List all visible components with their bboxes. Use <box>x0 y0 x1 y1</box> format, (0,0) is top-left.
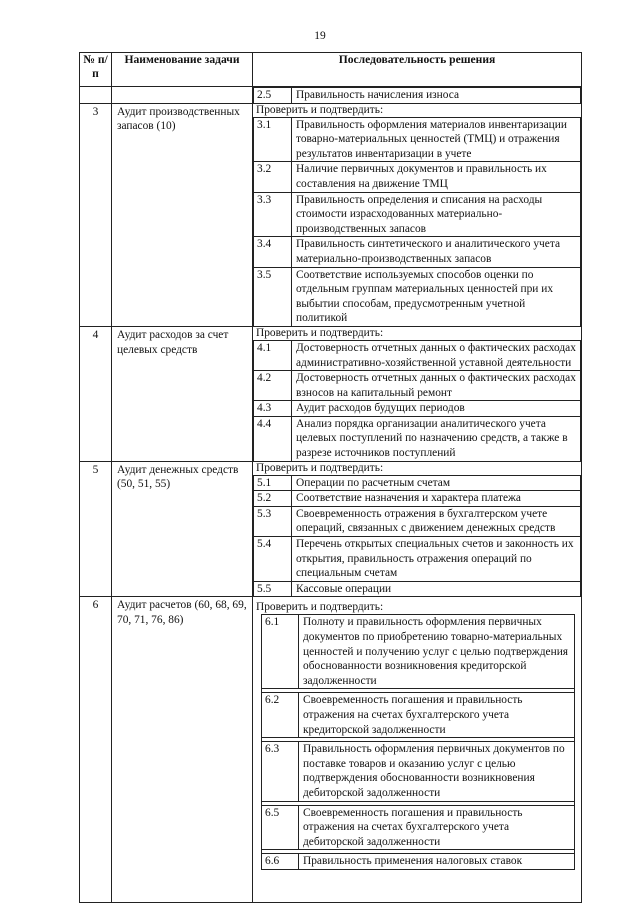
item-number: 3.2 <box>254 162 292 192</box>
subtask-row <box>262 805 575 850</box>
section-number: 4 <box>80 326 112 461</box>
section-lead: Проверить и подтвердить: <box>256 601 384 614</box>
item-text: Перечень открытых специальных счетов и законность их открытия, правильность отражения операций по специальным счетам <box>292 537 581 582</box>
item-number: 6.6 <box>262 854 299 870</box>
subtask-row <box>254 117 581 162</box>
item-text: Полноту и правильность оформления первичных документов по приобретению товарно-материальных ценностей и получению услуг с целью подтверждения обоснованности возникновения кредиторской задолженности <box>299 615 575 689</box>
item-number: 6.5 <box>262 805 299 850</box>
item-number: 4.3 <box>254 401 292 417</box>
item-text: Своевременность погашения и правильность отражения на счетах бухгалтерского учета кредиторской задолженности <box>299 693 575 738</box>
item-number: 6.1 <box>262 615 299 689</box>
item-text: Правильность начисления износа <box>292 88 581 103</box>
item-number: 3.5 <box>254 267 292 326</box>
item-text: Операции по расчетным счетам <box>292 475 581 491</box>
subtask-list <box>253 340 581 461</box>
subtask-row <box>254 537 581 582</box>
item-text: Достоверность отчетных данных о фактических расходах административно-хозяйственной уставной деятельности <box>292 340 581 370</box>
section-number: 3 <box>80 103 112 326</box>
subtask-list <box>261 614 575 870</box>
item-text: Правильность синтетического и аналитического учета материально-производственных запасов <box>292 237 581 267</box>
header-sequence: Последовательность решения <box>253 53 582 87</box>
item-text: Правильность применения налоговых ставок <box>299 854 575 870</box>
audit-tasks-table <box>79 52 582 903</box>
item-number: 5.5 <box>254 581 292 596</box>
subtask-row <box>254 491 581 507</box>
subtask-row <box>262 854 575 870</box>
item-text: Правильность оформления первичных документов по поставке товаров и оказанию услуг с целью подтверждения обоснованности возникновения дебиторской задолженности <box>299 742 575 801</box>
section-row-4 <box>80 326 582 461</box>
item-number: 5.3 <box>254 506 292 536</box>
subtask-list <box>253 475 581 597</box>
subtask-row <box>254 237 581 267</box>
header-num: № п/п <box>80 53 112 87</box>
section-row-6 <box>80 597 582 903</box>
item-text: Аудит расходов будущих периодов <box>292 401 581 417</box>
section-lead: Проверить и подтвердить: <box>256 326 384 339</box>
item-text: Своевременность погашения и правильность отражения на счетах бухгалтерского учета дебиторской задолженности <box>299 805 575 850</box>
item-number: 2.5 <box>254 88 292 103</box>
item-number: 4.1 <box>254 340 292 370</box>
item-text: Правильность определения и списания на расходы стоимости израсходованных материально-производственных запасов <box>292 192 581 237</box>
subtask-list <box>253 117 581 326</box>
subtask-row <box>262 693 575 738</box>
section-row-5 <box>80 461 582 597</box>
item-text: Наличие первичных документов и правильность их составления на движение ТМЦ <box>292 162 581 192</box>
item-number: 6.3 <box>262 742 299 801</box>
section-lead: Проверить и подтвердить: <box>256 461 384 474</box>
subtask-row <box>254 416 581 460</box>
page-number: 19 <box>314 30 326 42</box>
header-row <box>80 53 582 87</box>
subtask-row <box>254 581 581 596</box>
section-task: Аудит расчетов (60, 68, 69, 70, 71, 76, 86) <box>112 597 253 903</box>
section-lead: Проверить и подтвердить: <box>256 103 384 116</box>
item-text: Кассовые операции <box>292 581 581 596</box>
item-number: 5.1 <box>254 475 292 491</box>
item-text: Соответствие назначения и характера платежа <box>292 491 581 507</box>
item-text: Соответствие используемых способов оценки по отдельным группам материальных ценностей при их выбытии способам, предусмотренным учетной политикой <box>292 267 581 326</box>
subtask-row <box>254 162 581 192</box>
item-number: 4.2 <box>254 371 292 401</box>
prev-row <box>80 87 582 104</box>
item-text: Анализ порядка организации аналитического учета целевых поступлений по назначению средств, а также в разрезе источников поступлений <box>292 416 581 460</box>
item-number: 3.1 <box>254 117 292 162</box>
item-text: Своевременность отражения в бухгалтерском учете операций, связанных с движением денежных средств <box>292 506 581 536</box>
item-number: 3.3 <box>254 192 292 237</box>
subtask-row <box>254 475 581 491</box>
header-task: Наименование задачи <box>112 53 253 87</box>
item-number: 4.4 <box>254 416 292 460</box>
section-row-3 <box>80 103 582 326</box>
subtask-row <box>254 371 581 401</box>
section-task: Аудит денежных средств (50, 51, 55) <box>112 461 253 597</box>
subtask-row <box>262 615 575 689</box>
item-number: 6.2 <box>262 693 299 738</box>
subtask-row <box>254 267 581 326</box>
section-task: Аудит расходов за счет целевых средств <box>112 326 253 461</box>
item-text: Достоверность отчетных данных о фактических расходах взносов на капитальный ремонт <box>292 371 581 401</box>
subtask-row <box>254 401 581 417</box>
subtask-row <box>254 192 581 237</box>
subtask-row <box>262 742 575 801</box>
section-number: 6 <box>80 597 112 903</box>
subtask-row <box>254 340 581 370</box>
section-task: Аудит производственных запасов (10) <box>112 103 253 326</box>
item-text: Правильность оформления материалов инвентаризации товарно-материальных ценностей (ТМЦ) и отражения результатов инвентаризации в учете <box>292 117 581 162</box>
item-number: 5.2 <box>254 491 292 507</box>
section-number: 5 <box>80 461 112 597</box>
item-number: 5.4 <box>254 537 292 582</box>
item-number: 3.4 <box>254 237 292 267</box>
subtask-row <box>254 506 581 536</box>
